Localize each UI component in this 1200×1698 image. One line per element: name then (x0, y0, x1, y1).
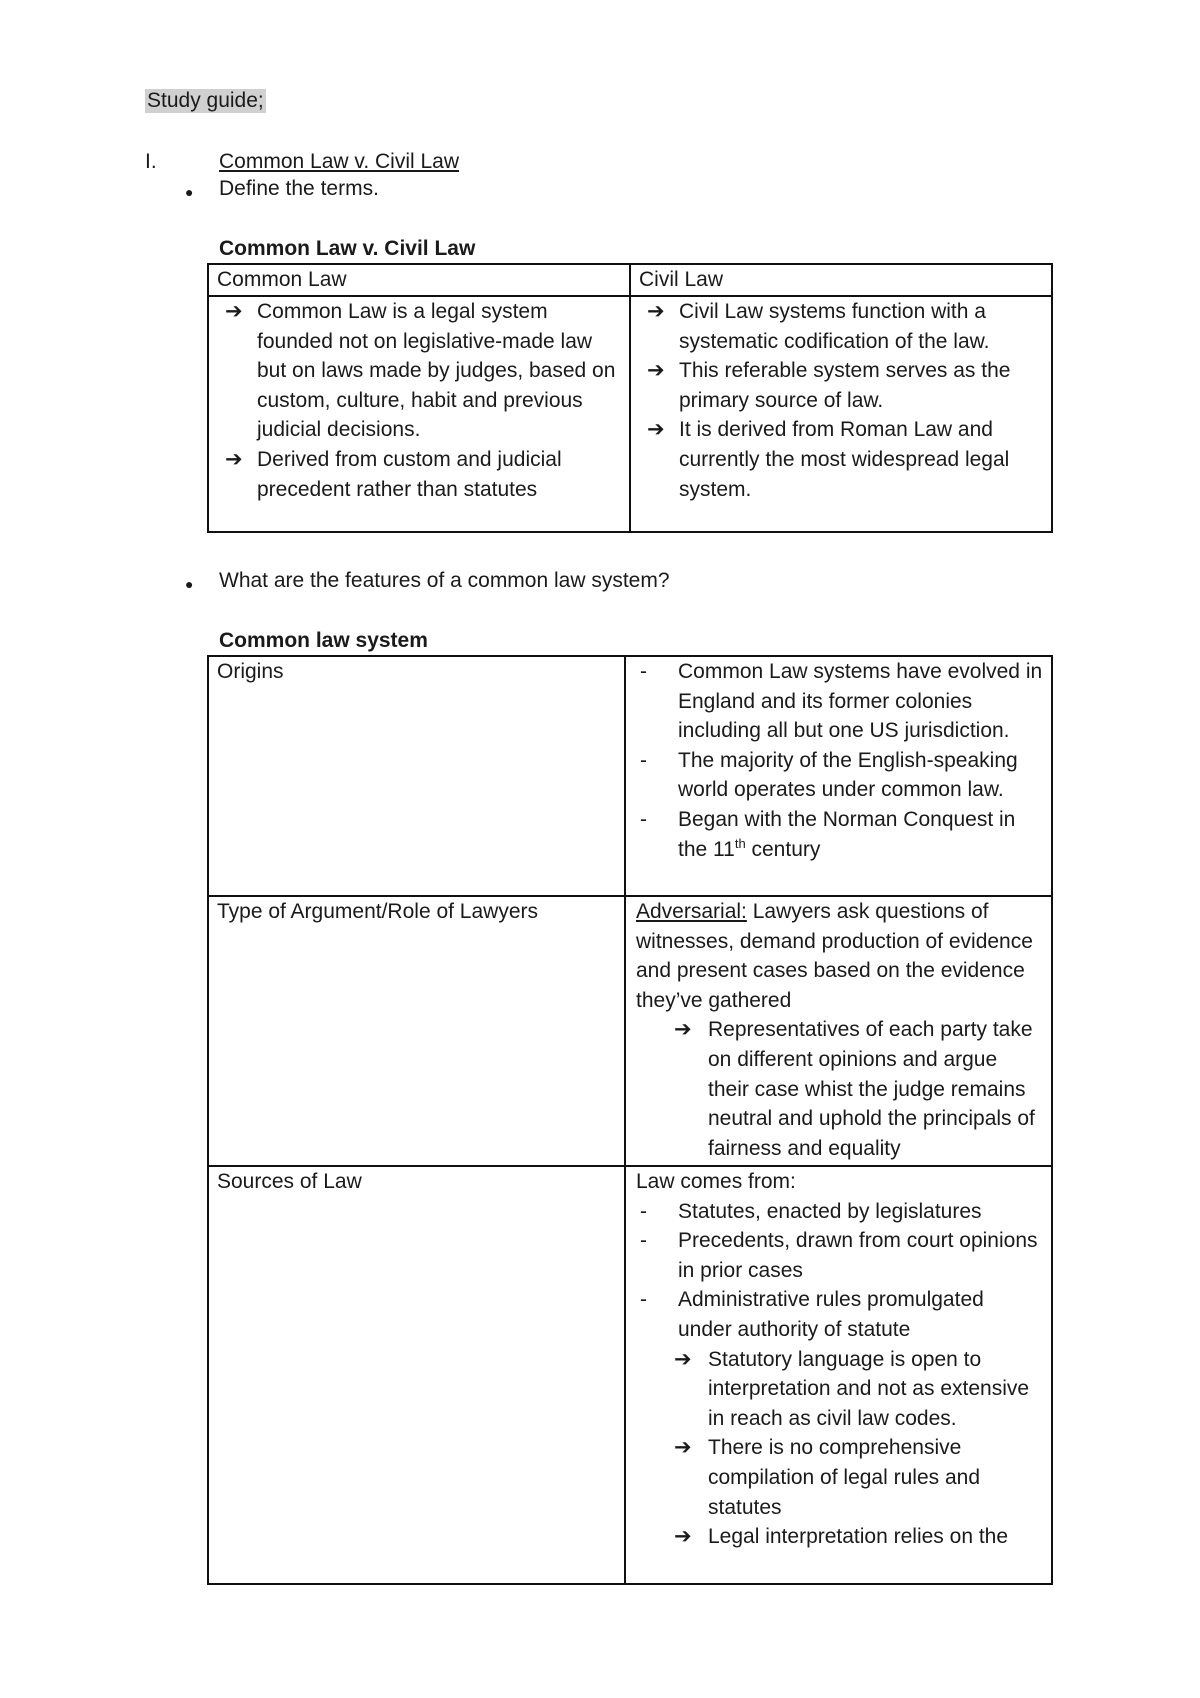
table-row (208, 296, 1052, 532)
list-item: ➔ Common Law is a legal system founded not on legislative-made law but on laws made by judges, based on custom, culture, habit and previous judicial decisions. (223, 297, 621, 445)
list-item: ➔ Derived from custom and judicial precedent rather than statutes (223, 445, 621, 504)
sources-list (630, 1197, 1043, 1345)
sources-points (636, 1345, 1043, 1552)
sources-cell (625, 1166, 1052, 1584)
common-law-cell (208, 296, 630, 532)
argument-points (636, 1015, 1043, 1163)
list-item: ➔ Representatives of each party take on different opinions and argue their case whist the judge remains neutral and uphold the principals of fairness and equality (674, 1015, 1043, 1163)
right-arrow-icon: ➔ (647, 359, 665, 383)
page-title: Study guide; (147, 89, 264, 112)
header-common-law: Common Law (208, 264, 630, 296)
header-civil-law: Civil Law (630, 264, 1052, 296)
right-arrow-icon: ➔ (647, 418, 665, 442)
bullet-dot-icon: ● (185, 576, 194, 592)
dash-bullet-icon: - (640, 748, 647, 772)
origins-cell (625, 656, 1052, 896)
dash-bullet-icon: - (640, 1288, 647, 1312)
section-number: I. (145, 150, 157, 173)
list-item: - Statutes, enacted by legislatures (630, 1197, 1043, 1227)
table-row-argument (208, 896, 1052, 1166)
list-item: - Common Law systems have evolved in England and its former colonies including all but one US jurisdiction. (630, 657, 1043, 746)
right-arrow-icon: ➔ (674, 1525, 692, 1549)
list-item: ➔ Statutory language is open to interpretation and not as extensive in reach as civil law codes. (674, 1345, 1043, 1434)
dash-bullet-icon: - (640, 1199, 647, 1223)
bullet-features: What are the features of a common law system? (219, 569, 670, 592)
list-item: - Began with the Norman Conquest in the 11th century (630, 805, 1043, 864)
list-item: - Administrative rules promulgated under authority of statute (630, 1285, 1043, 1344)
right-arrow-icon: ➔ (647, 300, 665, 323)
argument-cell (625, 896, 1052, 1166)
right-arrow-icon: ➔ (225, 447, 243, 471)
common-law-points (223, 297, 621, 504)
table-caption-comparison: Common Law v. Civil Law (219, 237, 476, 260)
civil-law-points (645, 297, 1043, 504)
list-item: ➔ It is derived from Roman Law and currently the most widespread legal system. (645, 415, 1043, 504)
row-label-argument: Type of Argument/Role of Lawyers (208, 896, 625, 1166)
right-arrow-icon: ➔ (674, 1347, 692, 1371)
bullet-define-terms: Define the terms. (219, 177, 379, 200)
bullet-dot-icon: ● (185, 184, 194, 200)
row-label-origins: Origins (208, 656, 625, 896)
list-item: - Precedents, drawn from court opinions in prior cases (630, 1226, 1043, 1285)
list-item: ➔ Legal interpretation relies on the (674, 1522, 1043, 1552)
argument-lead: Adversarial: Lawyers ask questions of witnesses, demand production of evidence and present cases based on the evidence they’ve gathered (636, 900, 1033, 1012)
dash-bullet-icon: - (640, 1229, 647, 1253)
list-item: - The majority of the English-speaking world operates under common law. (630, 746, 1043, 805)
dash-bullet-icon: - (640, 807, 647, 831)
right-arrow-icon: ➔ (674, 1018, 692, 1042)
table-row-origins (208, 656, 1052, 896)
sources-intro: Law comes from: (636, 1170, 796, 1193)
list-item: ➔ There is no comprehensive compilation of legal rules and statutes (674, 1433, 1043, 1522)
right-arrow-icon: ➔ (674, 1436, 692, 1460)
table-row-sources (208, 1166, 1052, 1584)
dash-bullet-icon: - (640, 660, 647, 683)
comparison-table (207, 263, 1053, 533)
table-caption-features: Common law system (219, 629, 428, 652)
list-item: ➔ Civil Law systems function with a systematic codification of the law. (645, 297, 1043, 356)
right-arrow-icon: ➔ (225, 300, 243, 323)
row-label-sources: Sources of Law (208, 1166, 625, 1584)
table-header-row (208, 264, 1052, 296)
section-title: Common Law v. Civil Law (219, 150, 460, 173)
features-table (207, 655, 1053, 1585)
civil-law-cell (630, 296, 1052, 532)
origins-list (630, 657, 1043, 864)
list-item: ➔ This referable system serves as the primary source of law. (645, 356, 1043, 415)
